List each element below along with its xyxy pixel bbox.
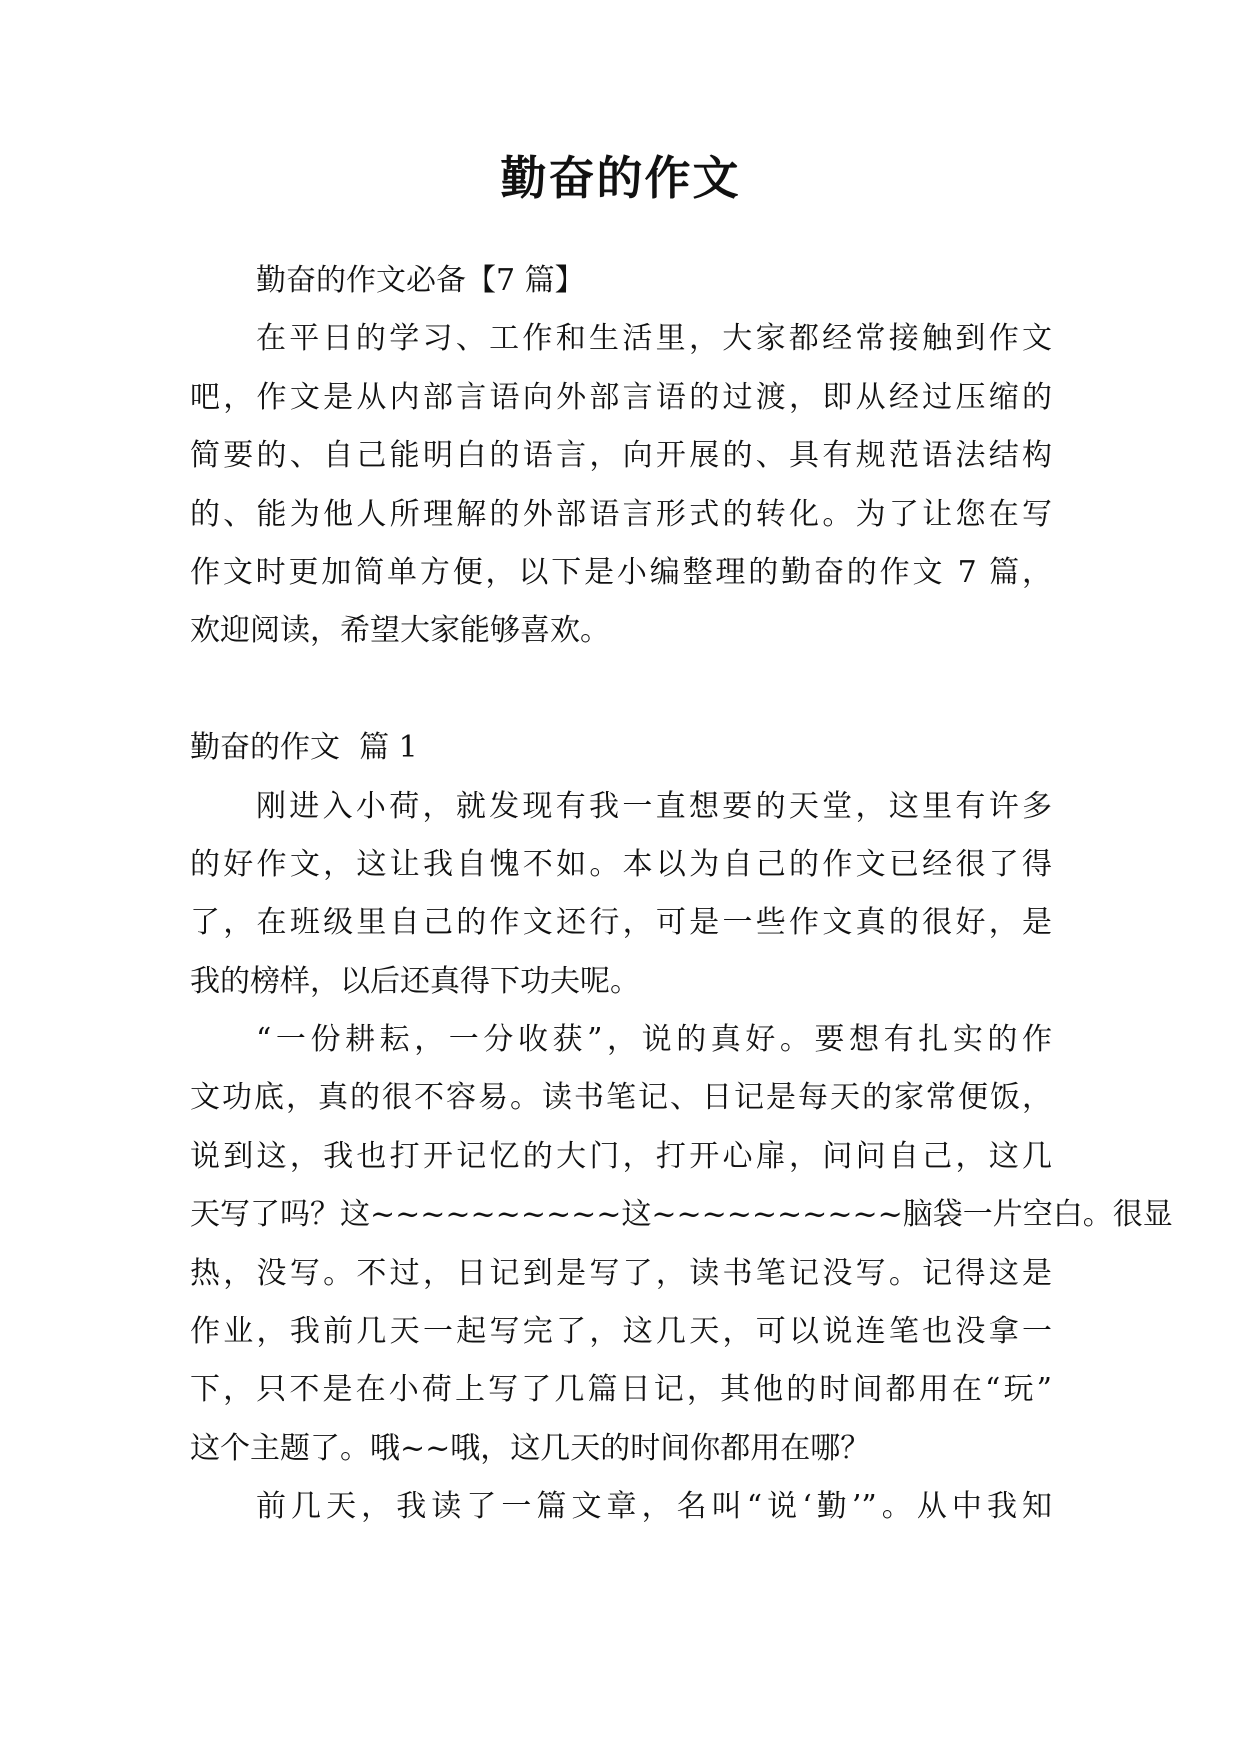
intro-line: 欢迎阅读，希望大家能够喜欢。 bbox=[190, 613, 610, 649]
paragraph-line: 热，没写。不过，日记到是写了，读书笔记没写。记得这是 bbox=[190, 1255, 1052, 1291]
paragraph-line: 作业，我前几天一起写完了，这几天，可以说连笔也没拿一 bbox=[190, 1314, 1052, 1350]
intro-line: 的、能为他人所理解的外部语言形式的转化。为了让您在写 bbox=[190, 496, 1052, 532]
paragraph-gap bbox=[190, 661, 1052, 719]
intro-line: 在平日的学习、工作和生活里，大家都经常接触到作文 bbox=[256, 321, 1052, 357]
intro-line: 简要的、自己能明白的语言，向开展的、具有规范语法结构 bbox=[190, 438, 1052, 474]
essay-paragraph-3 bbox=[190, 1478, 1052, 1536]
paragraph-line: 文功底，真的很不容易。读书笔记、日记是每天的家常便饭， bbox=[190, 1080, 1052, 1116]
document-body bbox=[190, 252, 1173, 1537]
paragraph-line: 天写了吗？这~~~~~~~~~~这~~~~~~~~~~脑袋一片空白。很显 bbox=[190, 1197, 1173, 1233]
paragraph-line: 前几天，我读了一篇文章，名叫“说‘勤’”。从中我知 bbox=[256, 1489, 1052, 1525]
paragraph-line: 说到这，我也打开记忆的大门，打开心扉，问问自己，这几 bbox=[190, 1138, 1052, 1174]
paragraph-line: “一份耕耘，一分收获”，说的真好。要想有扎实的作 bbox=[256, 1022, 1052, 1058]
paragraph-line: 的好作文，这让我自愧不如。本以为自己的作文已经很了得 bbox=[190, 846, 1052, 882]
intro-paragraph bbox=[190, 310, 1052, 660]
paragraph-line: 刚进入小荷，就发现有我一直想要的天堂，这里有许多 bbox=[256, 788, 1052, 824]
document-subtitle: 勤奋的作文必备【7 篇】 bbox=[256, 263, 585, 298]
paragraph-line: 了，在班级里自己的作文还行，可是一些作文真的很好，是 bbox=[190, 905, 1052, 941]
paragraph-line: 下，只不是在小荷上写了几篇日记，其他的时间都用在“玩” bbox=[190, 1372, 1052, 1408]
paragraph-line: 我的榜样，以后还真得下功夫呢。 bbox=[190, 963, 640, 999]
document-title: 勤奋的作文 bbox=[500, 151, 741, 205]
section-heading: 勤奋的作文 篇 1 bbox=[190, 730, 418, 766]
essay-paragraph-2 bbox=[190, 1011, 1173, 1478]
paragraph-line: 这个主题了。哦~~哦，这几天的时间你都用在哪？ bbox=[190, 1430, 871, 1466]
intro-line: 作文时更加简单方便，以下是小编整理的勤奋的作文 7 篇， bbox=[190, 554, 1052, 590]
essay-paragraph-1 bbox=[190, 778, 1052, 1012]
intro-line: 吧，作文是从内部言语向外部言语的过渡，即从经过压缩的 bbox=[190, 379, 1052, 415]
